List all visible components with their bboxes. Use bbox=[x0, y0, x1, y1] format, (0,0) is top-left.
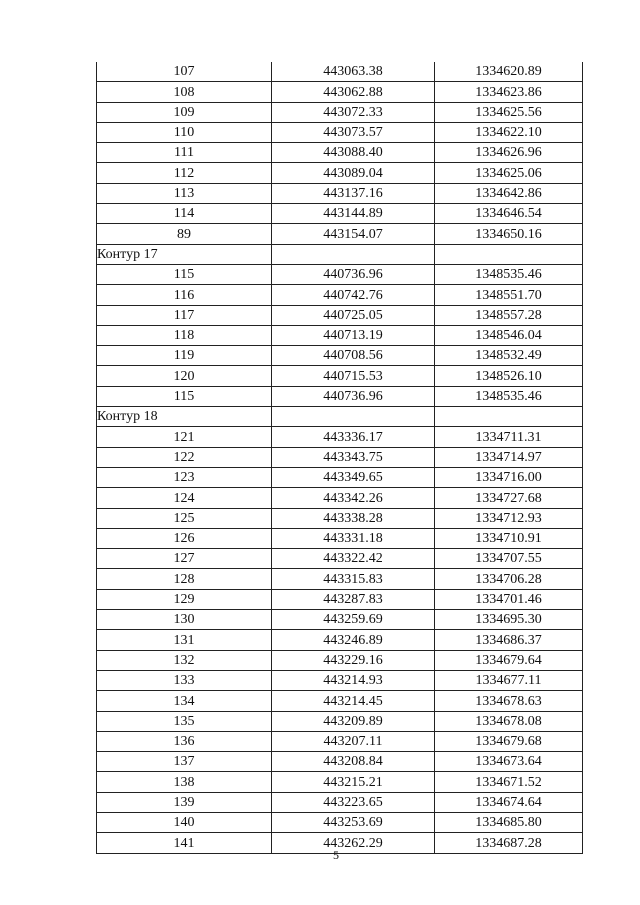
table-row bbox=[97, 224, 583, 244]
y-coordinate-cell: 1334623.86 bbox=[435, 82, 583, 102]
y-coordinate-cell: 1334646.54 bbox=[435, 204, 583, 224]
y-coordinate-cell: 1334674.64 bbox=[435, 792, 583, 812]
table-row bbox=[97, 325, 583, 345]
y-coordinate-cell: 1334716.00 bbox=[435, 467, 583, 487]
table-row bbox=[97, 488, 583, 508]
table-row bbox=[97, 670, 583, 690]
y-coordinate-cell: 1334671.52 bbox=[435, 772, 583, 792]
point-number-cell: 123 bbox=[97, 467, 272, 487]
point-number-cell: 139 bbox=[97, 792, 272, 812]
x-coordinate-cell: 443322.42 bbox=[272, 549, 435, 569]
x-coordinate-cell: 443259.69 bbox=[272, 610, 435, 630]
table-row bbox=[97, 143, 583, 163]
y-coordinate-cell: 1334686.37 bbox=[435, 630, 583, 650]
x-coordinate-cell: 440715.53 bbox=[272, 366, 435, 386]
y-coordinate-cell: 1348535.46 bbox=[435, 386, 583, 406]
x-coordinate-cell: 443246.89 bbox=[272, 630, 435, 650]
x-coordinate-cell: 440742.76 bbox=[272, 285, 435, 305]
y-coordinate-cell: 1334711.31 bbox=[435, 427, 583, 447]
table-row bbox=[97, 285, 583, 305]
x-coordinate-cell: 443343.75 bbox=[272, 447, 435, 467]
y-coordinate-cell: 1334714.97 bbox=[435, 447, 583, 467]
y-coordinate-cell: 1334685.80 bbox=[435, 812, 583, 832]
point-number-cell: 134 bbox=[97, 691, 272, 711]
x-coordinate-cell: 443262.29 bbox=[272, 833, 435, 853]
table-row bbox=[97, 650, 583, 670]
empty-cell bbox=[435, 407, 583, 427]
y-coordinate-cell: 1348557.28 bbox=[435, 305, 583, 325]
coordinates-table-body bbox=[97, 62, 583, 853]
table-row bbox=[97, 386, 583, 406]
point-number-cell: 126 bbox=[97, 528, 272, 548]
table-row bbox=[97, 366, 583, 386]
y-coordinate-cell: 1334710.91 bbox=[435, 528, 583, 548]
x-coordinate-cell: 443208.84 bbox=[272, 752, 435, 772]
x-coordinate-cell: 443229.16 bbox=[272, 650, 435, 670]
table-row bbox=[97, 772, 583, 792]
point-number-cell: 115 bbox=[97, 386, 272, 406]
table-row bbox=[97, 528, 583, 548]
point-number-cell: 125 bbox=[97, 508, 272, 528]
y-coordinate-cell: 1334625.06 bbox=[435, 163, 583, 183]
point-number-cell: 110 bbox=[97, 122, 272, 142]
y-coordinate-cell: 1334625.56 bbox=[435, 102, 583, 122]
table-row bbox=[97, 610, 583, 630]
y-coordinate-cell: 1348532.49 bbox=[435, 346, 583, 366]
contour-label: Контур 18 bbox=[97, 407, 272, 427]
y-coordinate-cell: 1334706.28 bbox=[435, 569, 583, 589]
x-coordinate-cell: 443338.28 bbox=[272, 508, 435, 528]
point-number-cell: 89 bbox=[97, 224, 272, 244]
y-coordinate-cell: 1334678.63 bbox=[435, 691, 583, 711]
point-number-cell: 114 bbox=[97, 204, 272, 224]
x-coordinate-cell: 443349.65 bbox=[272, 467, 435, 487]
point-number-cell: 128 bbox=[97, 569, 272, 589]
x-coordinate-cell: 443342.26 bbox=[272, 488, 435, 508]
y-coordinate-cell: 1348551.70 bbox=[435, 285, 583, 305]
table-row bbox=[97, 752, 583, 772]
table-row bbox=[97, 305, 583, 325]
y-coordinate-cell: 1334642.86 bbox=[435, 183, 583, 203]
x-coordinate-cell: 443223.65 bbox=[272, 792, 435, 812]
y-coordinate-cell: 1334712.93 bbox=[435, 508, 583, 528]
table-row bbox=[97, 630, 583, 650]
point-number-cell: 121 bbox=[97, 427, 272, 447]
point-number-cell: 117 bbox=[97, 305, 272, 325]
y-coordinate-cell: 1334626.96 bbox=[435, 143, 583, 163]
point-number-cell: 107 bbox=[97, 62, 272, 82]
x-coordinate-cell: 443073.57 bbox=[272, 122, 435, 142]
point-number-cell: 129 bbox=[97, 589, 272, 609]
y-coordinate-cell: 1334673.64 bbox=[435, 752, 583, 772]
x-coordinate-cell: 443154.07 bbox=[272, 224, 435, 244]
y-coordinate-cell: 1334707.55 bbox=[435, 549, 583, 569]
contour-label: Контур 17 bbox=[97, 244, 272, 264]
point-number-cell: 109 bbox=[97, 102, 272, 122]
empty-cell bbox=[272, 407, 435, 427]
page-number: 5 bbox=[333, 848, 339, 862]
table-row bbox=[97, 812, 583, 832]
table-row bbox=[97, 62, 583, 82]
point-number-cell: 118 bbox=[97, 325, 272, 345]
y-coordinate-cell: 1334622.10 bbox=[435, 122, 583, 142]
point-number-cell: 140 bbox=[97, 812, 272, 832]
x-coordinate-cell: 443089.04 bbox=[272, 163, 435, 183]
point-number-cell: 141 bbox=[97, 833, 272, 853]
y-coordinate-cell: 1348526.10 bbox=[435, 366, 583, 386]
table-row bbox=[97, 447, 583, 467]
x-coordinate-cell: 440713.19 bbox=[272, 325, 435, 345]
point-number-cell: 131 bbox=[97, 630, 272, 650]
x-coordinate-cell: 443315.83 bbox=[272, 569, 435, 589]
point-number-cell: 136 bbox=[97, 731, 272, 751]
y-coordinate-cell: 1334620.89 bbox=[435, 62, 583, 82]
x-coordinate-cell: 440708.56 bbox=[272, 346, 435, 366]
coordinates-table bbox=[96, 62, 583, 854]
x-coordinate-cell: 443063.38 bbox=[272, 62, 435, 82]
x-coordinate-cell: 443214.93 bbox=[272, 670, 435, 690]
x-coordinate-cell: 440736.96 bbox=[272, 264, 435, 284]
y-coordinate-cell: 1334701.46 bbox=[435, 589, 583, 609]
y-coordinate-cell: 1334687.28 bbox=[435, 833, 583, 853]
x-coordinate-cell: 443209.89 bbox=[272, 711, 435, 731]
table-row bbox=[97, 508, 583, 528]
x-coordinate-cell: 440736.96 bbox=[272, 386, 435, 406]
table-row bbox=[97, 264, 583, 284]
table-row bbox=[97, 589, 583, 609]
point-number-cell: 137 bbox=[97, 752, 272, 772]
table-row bbox=[97, 549, 583, 569]
x-coordinate-cell: 443062.88 bbox=[272, 82, 435, 102]
point-number-cell: 115 bbox=[97, 264, 272, 284]
x-coordinate-cell: 440725.05 bbox=[272, 305, 435, 325]
point-number-cell: 138 bbox=[97, 772, 272, 792]
x-coordinate-cell: 443137.16 bbox=[272, 183, 435, 203]
empty-cell bbox=[272, 244, 435, 264]
point-number-cell: 132 bbox=[97, 650, 272, 670]
contour-header-row bbox=[97, 407, 583, 427]
point-number-cell: 112 bbox=[97, 163, 272, 183]
table-row bbox=[97, 183, 583, 203]
y-coordinate-cell: 1334679.68 bbox=[435, 731, 583, 751]
x-coordinate-cell: 443072.33 bbox=[272, 102, 435, 122]
y-coordinate-cell: 1334727.68 bbox=[435, 488, 583, 508]
x-coordinate-cell: 443144.89 bbox=[272, 204, 435, 224]
x-coordinate-cell: 443336.17 bbox=[272, 427, 435, 447]
table-row bbox=[97, 163, 583, 183]
x-coordinate-cell: 443207.11 bbox=[272, 731, 435, 751]
point-number-cell: 111 bbox=[97, 143, 272, 163]
table-row bbox=[97, 427, 583, 447]
x-coordinate-cell: 443331.18 bbox=[272, 528, 435, 548]
x-coordinate-cell: 443287.83 bbox=[272, 589, 435, 609]
table-row bbox=[97, 204, 583, 224]
point-number-cell: 119 bbox=[97, 346, 272, 366]
y-coordinate-cell: 1348546.04 bbox=[435, 325, 583, 345]
point-number-cell: 127 bbox=[97, 549, 272, 569]
y-coordinate-cell: 1334678.08 bbox=[435, 711, 583, 731]
point-number-cell: 124 bbox=[97, 488, 272, 508]
point-number-cell: 122 bbox=[97, 447, 272, 467]
table-row bbox=[97, 691, 583, 711]
table-row bbox=[97, 102, 583, 122]
point-number-cell: 130 bbox=[97, 610, 272, 630]
x-coordinate-cell: 443214.45 bbox=[272, 691, 435, 711]
table-row bbox=[97, 731, 583, 751]
y-coordinate-cell: 1334679.64 bbox=[435, 650, 583, 670]
y-coordinate-cell: 1334650.16 bbox=[435, 224, 583, 244]
y-coordinate-cell: 1348535.46 bbox=[435, 264, 583, 284]
point-number-cell: 116 bbox=[97, 285, 272, 305]
table-row bbox=[97, 569, 583, 589]
table-row bbox=[97, 82, 583, 102]
point-number-cell: 113 bbox=[97, 183, 272, 203]
x-coordinate-cell: 443253.69 bbox=[272, 812, 435, 832]
table-row bbox=[97, 792, 583, 812]
table-row bbox=[97, 346, 583, 366]
x-coordinate-cell: 443088.40 bbox=[272, 143, 435, 163]
contour-header-row bbox=[97, 244, 583, 264]
point-number-cell: 133 bbox=[97, 670, 272, 690]
table-row bbox=[97, 467, 583, 487]
x-coordinate-cell: 443215.21 bbox=[272, 772, 435, 792]
table-row bbox=[97, 711, 583, 731]
point-number-cell: 120 bbox=[97, 366, 272, 386]
y-coordinate-cell: 1334677.11 bbox=[435, 670, 583, 690]
y-coordinate-cell: 1334695.30 bbox=[435, 610, 583, 630]
point-number-cell: 135 bbox=[97, 711, 272, 731]
table-row bbox=[97, 122, 583, 142]
empty-cell bbox=[435, 244, 583, 264]
point-number-cell: 108 bbox=[97, 82, 272, 102]
